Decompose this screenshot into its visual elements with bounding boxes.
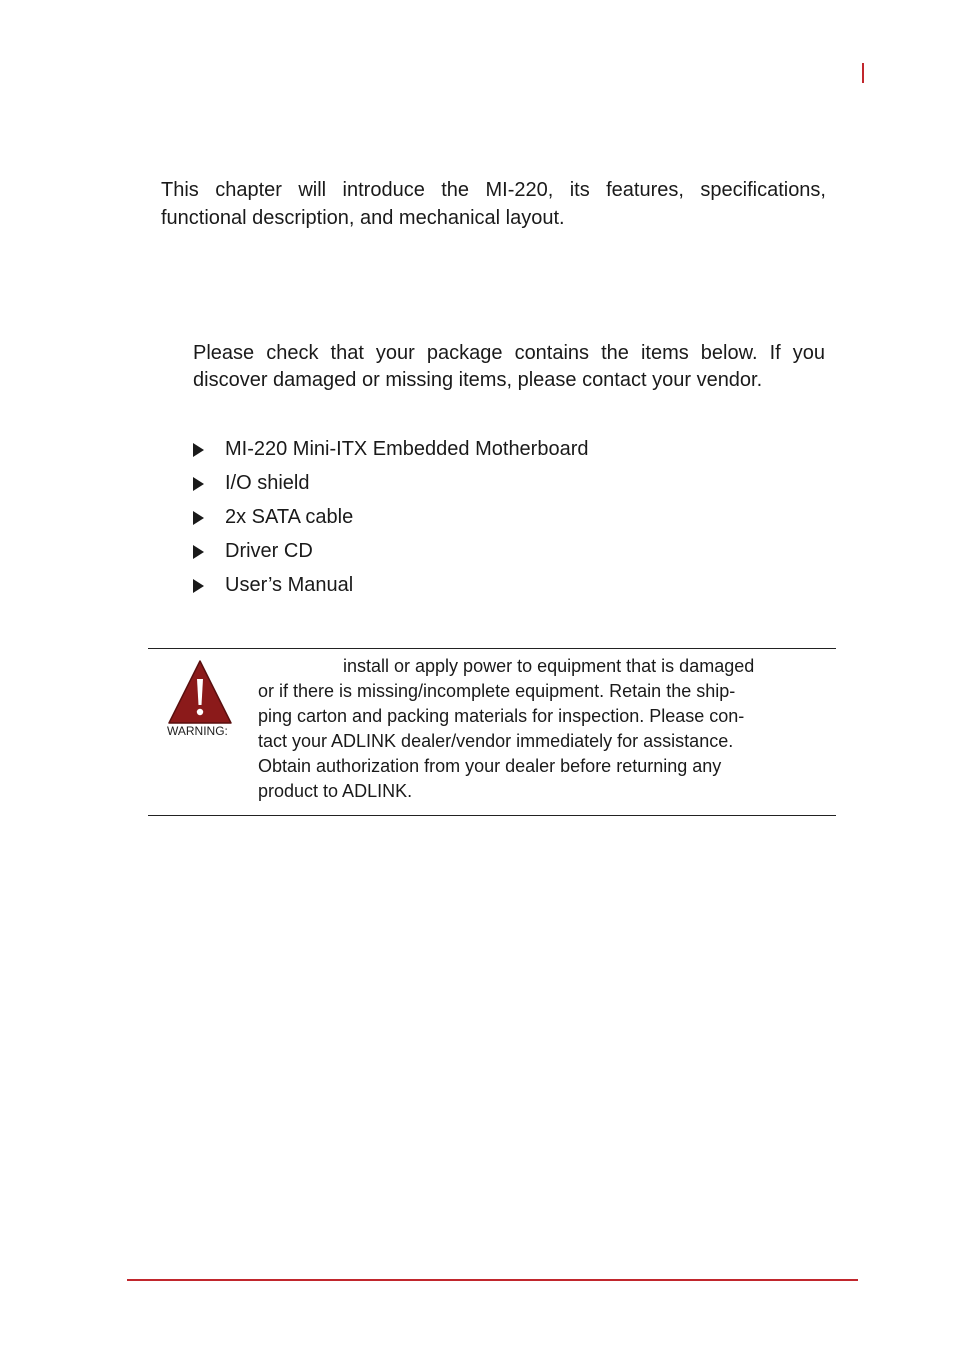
list-item: [193, 568, 589, 602]
header-mark: [862, 63, 864, 83]
warning-line: ping carton and packing materials for inspection. Please con-: [258, 706, 745, 726]
bullet-arrow-icon: [193, 579, 204, 593]
warning-box: [148, 648, 836, 816]
chapter-intro: This chapter will introduce the MI-220, its features, specifications, functional description, and mechanical layout.: [161, 179, 826, 229]
bullet-arrow-icon: [193, 545, 204, 559]
warning-line: tact your ADLINK dealer/vendor immediately for assistance.: [258, 731, 734, 751]
list-item-label: MI-220 Mini-ITX Embedded Motherboard: [225, 437, 589, 460]
bullet-arrow-icon: [193, 477, 204, 491]
list-item-label: Driver CD: [225, 539, 313, 562]
footer-rule: [127, 1279, 858, 1281]
bullet-arrow-icon: [193, 511, 204, 525]
list-item-label: User’s Manual: [225, 573, 354, 596]
list-item-label: 2x SATA cable: [225, 505, 354, 528]
warning-line: install or apply power to equipment that is damaged: [343, 656, 755, 676]
bullet-arrow-icon: [193, 443, 204, 457]
warning-triangle-icon: [167, 659, 233, 727]
list-item: [193, 534, 589, 568]
warning-line: or if there is missing/incomplete equipment. Retain the ship-: [258, 681, 736, 701]
list-item: [193, 466, 589, 500]
warning-label: WARNING:: [167, 724, 228, 738]
list-item: [193, 432, 589, 466]
package-contents-intro: Please check that your package contains the items below. If you discover damaged or missing items, please contact your vendor.: [193, 342, 825, 391]
warning-line: product to ADLINK.: [258, 781, 413, 801]
warning-text: [258, 654, 818, 804]
list-item-label: I/O shield: [225, 471, 310, 494]
list-item: [193, 500, 589, 534]
package-contents-list: [193, 432, 589, 602]
warning-line: Obtain authorization from your dealer before returning any: [258, 756, 722, 776]
